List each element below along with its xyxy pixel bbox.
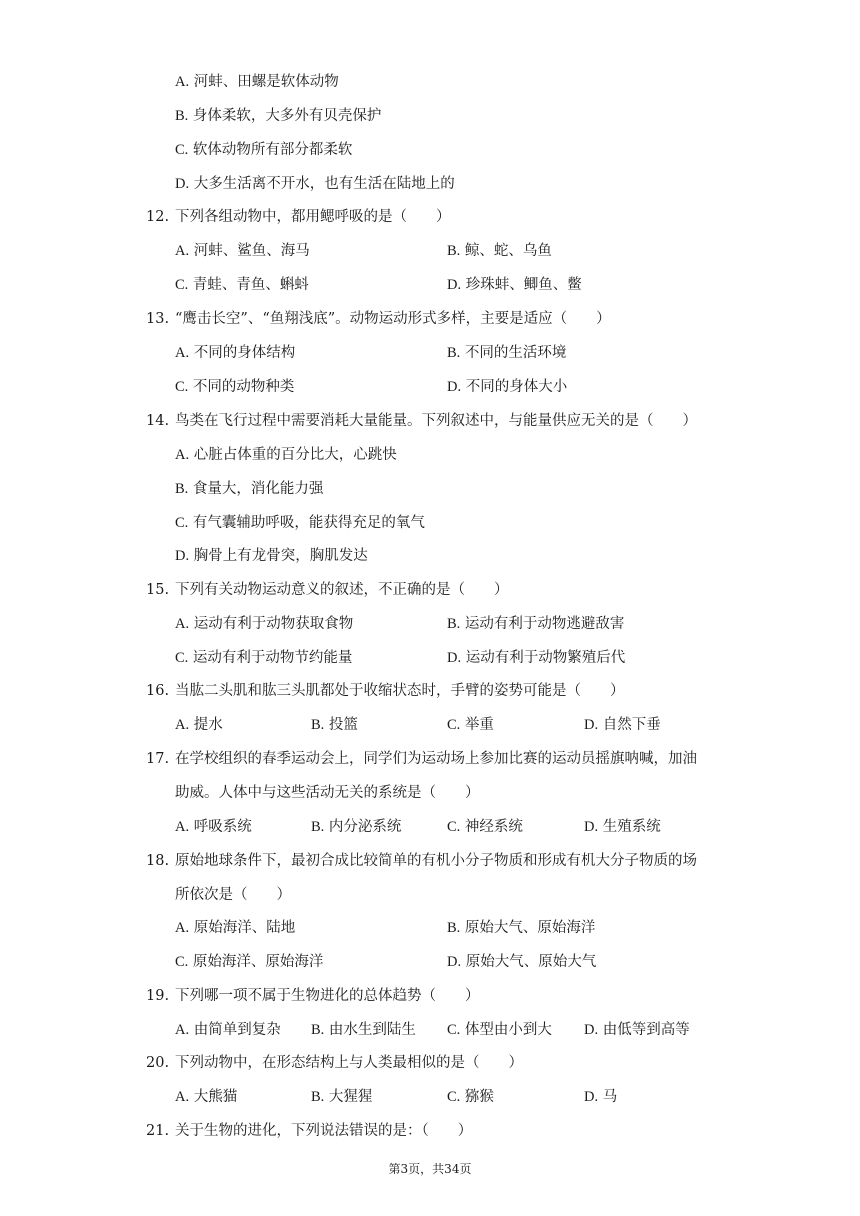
option-letter: B. xyxy=(311,1022,325,1038)
text: 举重 xyxy=(464,717,494,733)
option-d xyxy=(584,1087,617,1107)
text: 珍珠蚌、鲫鱼、鳖 xyxy=(465,277,582,293)
option-c xyxy=(175,513,425,533)
option-letter: A. xyxy=(175,447,190,463)
option-letter: C. xyxy=(447,819,461,835)
option-c xyxy=(175,275,309,295)
option-a xyxy=(175,918,295,938)
option-letter: C. xyxy=(175,954,189,970)
option-d xyxy=(175,546,368,566)
option-letter: D. xyxy=(584,819,599,835)
question-number: 18. xyxy=(146,853,170,869)
text: 下列哪一项不属于生物进化的总体趋势（ ） xyxy=(175,988,480,1004)
option-b xyxy=(311,1020,416,1040)
text: 不同的生活环境 xyxy=(464,345,567,361)
option-c xyxy=(175,377,294,397)
option-letter: D. xyxy=(175,548,190,564)
text: 大熊猫 xyxy=(193,1089,238,1105)
text: 由简单到复杂 xyxy=(193,1022,281,1038)
option-letter: A. xyxy=(175,616,190,632)
option-letter: B. xyxy=(447,243,461,259)
question-number: 13. xyxy=(146,311,170,327)
option-b xyxy=(447,614,624,634)
option-b xyxy=(311,817,401,837)
text: 猕猴 xyxy=(464,1089,494,1105)
option-letter: A. xyxy=(175,1022,190,1038)
option-b xyxy=(447,918,595,938)
option-letter: B. xyxy=(175,481,189,497)
option-letter: C. xyxy=(175,379,189,395)
text: 提水 xyxy=(193,717,223,733)
option-letter: D. xyxy=(584,717,599,733)
text: 原始大气、原始海洋 xyxy=(464,920,596,936)
question-number: 17. xyxy=(146,751,170,767)
text: 神经系统 xyxy=(464,819,523,835)
option-d xyxy=(584,817,661,837)
option-c xyxy=(447,715,494,735)
text: 由低等到高等 xyxy=(602,1022,690,1038)
text: 体型由小到大 xyxy=(464,1022,552,1038)
text: 不同的身体大小 xyxy=(465,379,568,395)
option-a xyxy=(175,1020,281,1040)
question-18-continued: 所依次是（ ） xyxy=(175,887,291,903)
text: 呼吸系统 xyxy=(193,819,252,835)
option-letter: C. xyxy=(175,515,189,531)
option-letter: D. xyxy=(584,1022,599,1038)
option-letter: D. xyxy=(584,1089,599,1105)
option-letter: D. xyxy=(447,379,462,395)
option-letter: A. xyxy=(175,74,190,90)
text: 下列动物中，在形态结构上与人类最相似的是（ ） xyxy=(175,1055,523,1071)
question-number: 15. xyxy=(146,582,170,598)
text: 由水生到陆生 xyxy=(328,1022,416,1038)
option-d xyxy=(584,1020,690,1040)
option-letter: C. xyxy=(175,142,189,158)
option-c xyxy=(447,1020,552,1040)
text: 不同的身体结构 xyxy=(193,345,296,361)
text: 原始海洋、原始海洋 xyxy=(192,954,324,970)
text: 不同的动物种类 xyxy=(192,379,295,395)
text: 运动有利于动物获取食物 xyxy=(193,616,354,632)
text: 关于生物的进化，下列说法错误的是：（ ） xyxy=(175,1123,473,1139)
option-d xyxy=(447,275,582,295)
option-letter: B. xyxy=(447,616,461,632)
option-letter: A. xyxy=(175,819,190,835)
question-number: 14. xyxy=(146,413,170,429)
text: 下列有关动物运动意义的叙述，不正确的是（ ） xyxy=(175,582,509,598)
text: “鹰击长空”、“鱼翔浅底”。动物运动形式多样，主要是适应（ ） xyxy=(175,311,611,327)
question-number: 20. xyxy=(146,1055,170,1071)
question-number: 16. xyxy=(146,683,170,699)
option-a xyxy=(175,614,353,634)
text: 身体柔软，大多外有贝壳保护 xyxy=(192,108,382,124)
text: 当肱二头肌和肱三头肌都处于收缩状态时，手臂的姿势可能是（ ） xyxy=(175,683,625,699)
option-a xyxy=(175,1087,237,1107)
option-c xyxy=(175,952,323,972)
option-c xyxy=(447,1087,494,1107)
option-letter: C. xyxy=(175,277,189,293)
option-letter: C. xyxy=(175,650,189,666)
text: 运动有利于动物繁殖后代 xyxy=(465,650,626,666)
text: 下列各组动物中，都用鳃呼吸的是（ ） xyxy=(175,209,451,225)
option-a xyxy=(175,241,310,261)
text: 鸟类在飞行过程中需要消耗大量能量。下列叙述中，与能量供应无关的是（ ） xyxy=(175,413,697,429)
option-a xyxy=(175,343,295,363)
option-letter: B. xyxy=(311,819,325,835)
text: 软体动物所有部分都柔软 xyxy=(192,142,353,158)
text: 心脏占体重的百分比大，心跳快 xyxy=(193,447,397,463)
option-a xyxy=(175,72,339,92)
text: 内分泌系统 xyxy=(328,819,402,835)
option-a xyxy=(175,445,397,465)
text: 河蚌、鲨鱼、海马 xyxy=(193,243,310,259)
text: 河蚌、田螺是软体动物 xyxy=(193,74,339,90)
option-b xyxy=(311,1087,372,1107)
page-footer: 第3页，共34页 xyxy=(388,1162,472,1176)
text: 原始海洋、陆地 xyxy=(193,920,296,936)
option-b xyxy=(175,106,381,126)
option-b xyxy=(311,715,358,735)
text: 马 xyxy=(602,1089,618,1105)
option-b xyxy=(447,343,566,363)
option-letter: A. xyxy=(175,243,190,259)
option-d xyxy=(584,715,661,735)
option-letter: B. xyxy=(311,717,325,733)
question-number: 19. xyxy=(146,988,170,1004)
text: 大多生活离不开水，也有生活在陆地上的 xyxy=(193,176,455,192)
option-letter: B. xyxy=(447,920,461,936)
option-letter: C. xyxy=(447,1089,461,1105)
option-c xyxy=(175,140,352,160)
question-number: 21. xyxy=(146,1123,170,1139)
option-letter: A. xyxy=(175,717,190,733)
text: 青蛙、青鱼、蝌蚪 xyxy=(192,277,309,293)
option-letter: B. xyxy=(175,108,189,124)
text: 原始地球条件下，最初合成比较简单的有机小分子物质和形成有机大分子物质的场 xyxy=(175,853,697,869)
option-letter: A. xyxy=(175,920,190,936)
text: 投篮 xyxy=(328,717,358,733)
option-b xyxy=(175,479,323,499)
text: 食量大，消化能力强 xyxy=(192,481,324,497)
option-letter: D. xyxy=(447,650,462,666)
text: 大猩猩 xyxy=(328,1089,373,1105)
option-c xyxy=(175,648,352,668)
text: 运动有利于动物逃避敌害 xyxy=(464,616,625,632)
text: 鲸、蛇、乌鱼 xyxy=(464,243,552,259)
text: 运动有利于动物节约能量 xyxy=(192,650,353,666)
option-c xyxy=(447,817,523,837)
question-17-continued: 助威。人体中与这些活动无关的系统是（ ） xyxy=(175,785,480,801)
option-letter: A. xyxy=(175,345,190,361)
option-b xyxy=(447,241,552,261)
option-letter: A. xyxy=(175,1089,190,1105)
question-number: 12. xyxy=(146,209,170,225)
text: 在学校组织的春季运动会上，同学们为运动场上参加比赛的运动员摇旗呐喊，加油 xyxy=(175,751,697,767)
text: 原始大气、原始大气 xyxy=(465,954,597,970)
option-letter: C. xyxy=(447,1022,461,1038)
option-a xyxy=(175,715,223,735)
option-d xyxy=(447,377,567,397)
text: 自然下垂 xyxy=(602,717,661,733)
option-d xyxy=(175,174,455,194)
option-letter: D. xyxy=(175,176,190,192)
option-d xyxy=(447,952,596,972)
option-a xyxy=(175,817,252,837)
text: 胸骨上有龙骨突，胸肌发达 xyxy=(193,548,368,564)
option-letter: D. xyxy=(447,954,462,970)
option-letter: D. xyxy=(447,277,462,293)
text: 有气囊辅助呼吸，能获得充足的氧气 xyxy=(192,515,425,531)
option-d xyxy=(447,648,625,668)
option-letter: B. xyxy=(447,345,461,361)
text: 生殖系统 xyxy=(602,819,661,835)
option-letter: B. xyxy=(311,1089,325,1105)
option-letter: C. xyxy=(447,717,461,733)
